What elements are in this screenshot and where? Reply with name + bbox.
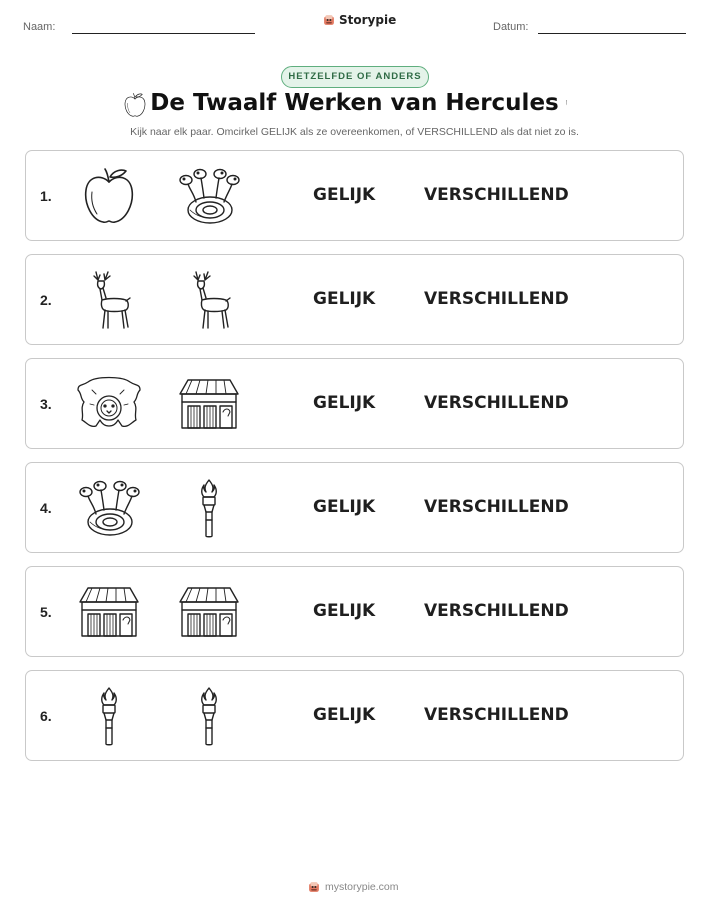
torch-icon (566, 89, 584, 121)
storypie-icon (307, 880, 321, 894)
name-field[interactable] (72, 33, 255, 34)
row-number: 6. (40, 708, 52, 724)
stable-icon (174, 372, 244, 436)
deer-icon (174, 268, 244, 332)
torch-icon (174, 476, 244, 540)
torch-icon (74, 684, 144, 748)
row-number: 2. (40, 292, 52, 308)
row-number: 1. (40, 188, 52, 204)
row-number: 4. (40, 500, 52, 516)
page-title: De Twaalf Werken van Hercules (150, 90, 559, 116)
torch-icon (174, 684, 244, 748)
option-different[interactable]: VERSCHILLEND (424, 601, 569, 621)
instructions: Kijk naar elk paar. Omcirkel GELIJK als ze overeenkomen, of VERSCHILLEND als dat niet zo is. (130, 126, 579, 138)
footer-url[interactable]: mystorypie.com (325, 881, 399, 893)
exercise-row (25, 150, 684, 241)
row-number: 3. (40, 396, 52, 412)
activity-badge: HETZELFDE OF ANDERS (281, 66, 429, 88)
apple-icon (74, 164, 144, 228)
option-same[interactable]: GELIJK (313, 393, 376, 413)
exercise-row (25, 462, 684, 553)
brand-name: Storypie (339, 13, 397, 27)
exercise-row (25, 254, 684, 345)
exercise-row (25, 670, 684, 761)
option-same[interactable]: GELIJK (313, 497, 376, 517)
option-different[interactable]: VERSCHILLEND (424, 497, 569, 517)
option-different[interactable]: VERSCHILLEND (424, 289, 569, 309)
option-same[interactable]: GELIJK (313, 289, 376, 309)
date-field[interactable] (538, 33, 686, 34)
option-different[interactable]: VERSCHILLEND (424, 185, 569, 205)
option-different[interactable]: VERSCHILLEND (424, 393, 569, 413)
hydra-icon (74, 476, 144, 540)
exercise-row (25, 566, 684, 657)
row-number: 5. (40, 604, 52, 620)
option-same[interactable]: GELIJK (313, 705, 376, 725)
lion-pelt-icon (74, 372, 144, 436)
stable-icon (74, 580, 144, 644)
exercise-row (25, 358, 684, 449)
brand-logo (322, 13, 396, 27)
storypie-icon (322, 13, 336, 27)
option-different[interactable]: VERSCHILLEND (424, 705, 569, 725)
deer-icon (74, 268, 144, 332)
date-label: Datum: (493, 21, 529, 33)
hydra-icon (174, 164, 244, 228)
footer (307, 880, 399, 894)
stable-icon (174, 580, 244, 644)
name-label: Naam: (23, 21, 56, 33)
option-same[interactable]: GELIJK (313, 185, 376, 205)
option-same[interactable]: GELIJK (313, 601, 376, 621)
